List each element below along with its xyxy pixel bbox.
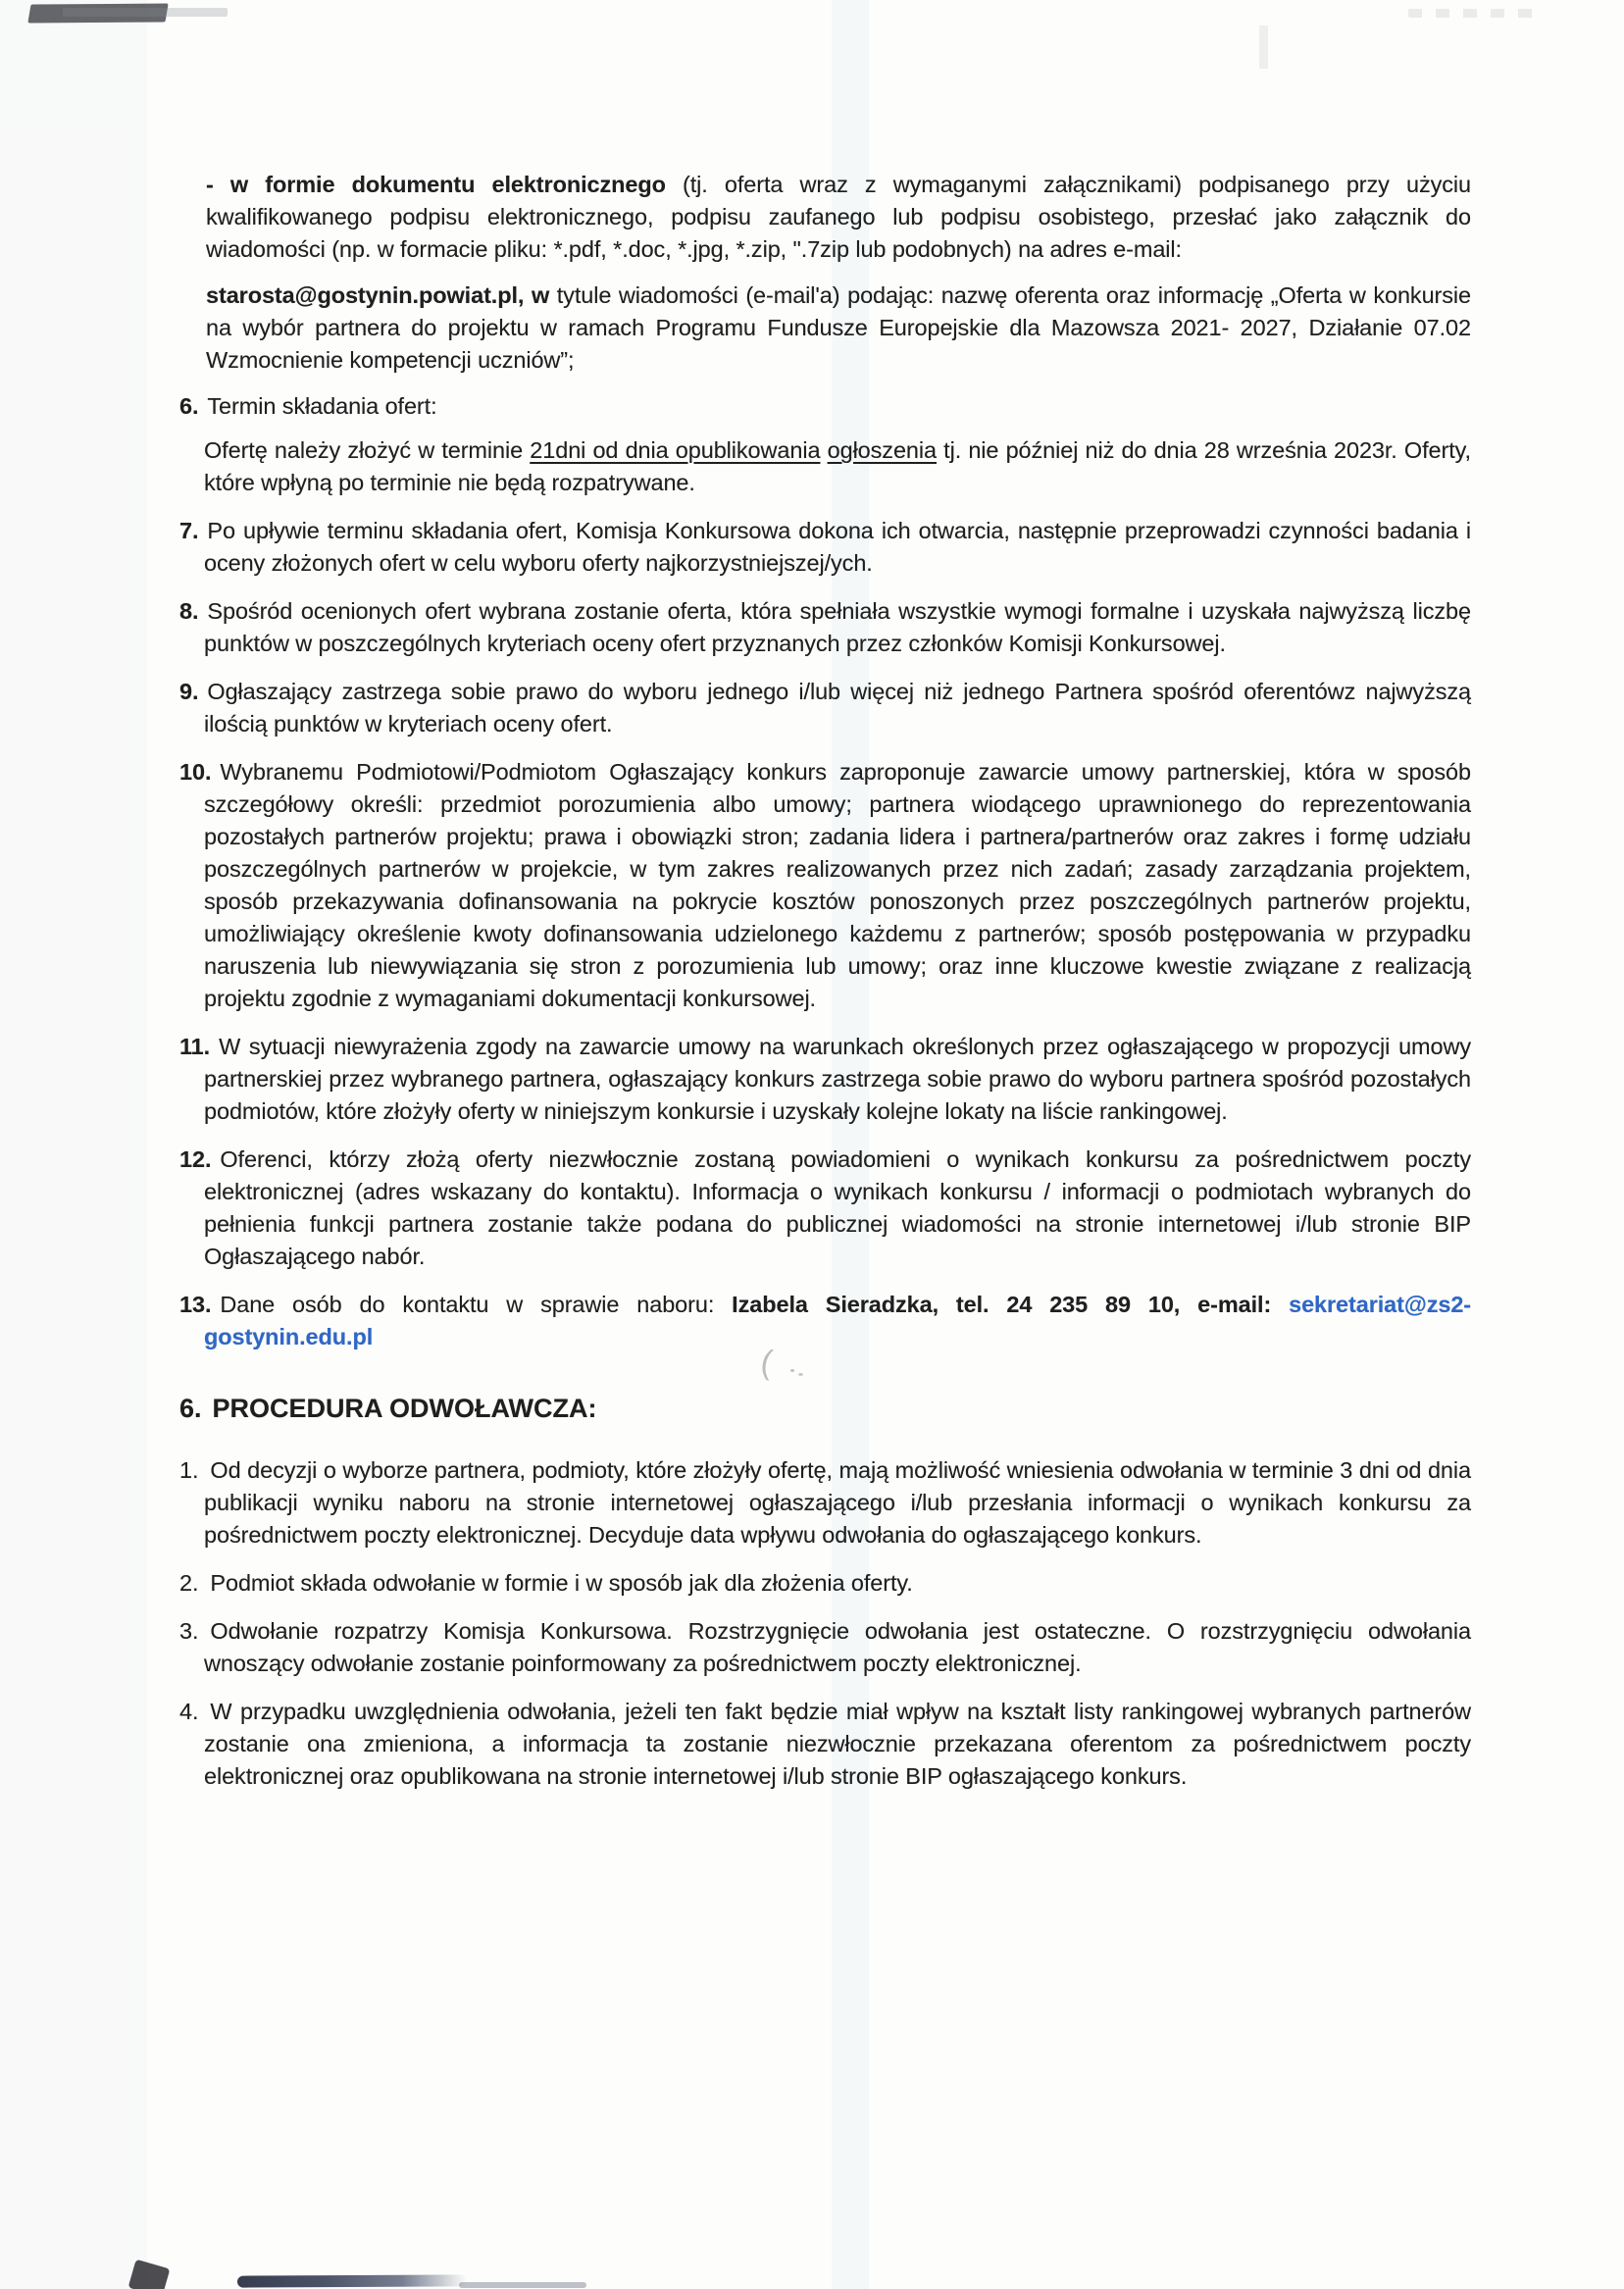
item-6-body-text: tj. nie później niż do dnia 28 września 2023r. Oferty, które wpłyną po terminie nie będą rozpatrywane.: [204, 437, 1471, 495]
list-item-12: [179, 1144, 1471, 1273]
item-number: 9.: [179, 679, 199, 704]
appeal-item-4: [179, 1696, 1471, 1793]
item-text: Ogłaszający zastrzega sobie prawo do wyboru jednego i/lub więcej niż jednego Partnera spośród oferentówz najwyższą ilością punktów w kryteriach oceny ofert.: [204, 679, 1471, 737]
email-instruction-paragraph: [206, 280, 1471, 377]
handwriting-mark-artifact: (: [758, 1343, 776, 1382]
list-item-9: [179, 676, 1471, 740]
item-text: Wybranemu Podmiotowi/Podmiotom Ogłaszający konkurs zaproponuje zawarcie umowy partnerskiej, która w sposób szczegółowy określi: przedmiot porozumienia albo umowy; partnera wiodącego uprawnionego do reprezentowania pozostałych partnerów projektu; prawa i obowiązki stron; zadania lidera i partnera/partnerów oraz zakres i formę udziału poszczególnych partnerów w projekcie, w tym zakres realizowanych przez nich zadań; zasady zarządzania projektem, sposób przekazywania dofinansowania na pokrycie kosztów ponoszonych przez poszczególnych partnerów projektu, umożliwiający określenie kwoty dofinansowania udzielonego każdemu z partnerów; sposób postępowania w przypadku naruszenia lub niewywiązania się stron z porozumienia lub umowy; oraz inne kluczowe kwestie związane z realizacją projektu zgodnie z wymaganiami dokumentacji konkursowej.: [204, 759, 1471, 1011]
item-number: 6.: [179, 393, 199, 419]
item-6-body-text: [820, 437, 827, 463]
scan-smear-artifact: [459, 2282, 586, 2288]
scan-band-artifact: [0, 0, 147, 2289]
item-number: 3.: [179, 1618, 199, 1644]
item-number: 13.: [179, 1292, 212, 1317]
item-13-lead-text: Dane osób do kontaktu w sprawie naboru:: [220, 1292, 733, 1317]
scan-smudge-artifact: [128, 2260, 171, 2289]
item-text: Po upływie terminu składania ofert, Komisja Konkursowa dokona ich otwarcia, następnie przeprowadzi czynności badania i oceny złożonych ofert w celu wyboru oferty najkorzystniejszej/ych.: [204, 518, 1471, 576]
item-6-underlined-text: 21dni od dnia opublikowania: [530, 437, 821, 463]
item-number: 1.: [179, 1457, 199, 1483]
list-item-10: [179, 756, 1471, 1015]
item-text: Od decyzji o wyborze partnera, podmioty, które złożyły ofertę, mają możliwość wniesienia odwołania w terminie 3 dni od dnia publikacji wyniku naboru na stronie internetowej ogłaszającego i/lub przesłania informacji o wynikach konkursu za pośrednictwem poczty elektronicznej. Decyduje data wpływu odwołania do ogłaszającego konkurs.: [204, 1457, 1471, 1548]
intro-paragraph-rest: (tj. oferta wraz z wymaganymi załącznikami) podpisanego przy użyciu kwalifikowanego podpisu elektronicznego, podpisu zaufanego lub podpisu osobistego, przesłać jako załącznik do wiadomości (np. w formacie pliku: *.pdf, *.doc, *.jpg, *.zip, ".7zip lub podobnych) na adres e-mail:: [206, 172, 1471, 262]
item-number: 10.: [179, 759, 212, 785]
item-number: 2.: [179, 1570, 199, 1596]
contact-email-bold: starosta@gostynin.powiat.pl, w: [206, 282, 550, 308]
section-heading-number: 6.: [179, 1394, 202, 1423]
item-number: 8.: [179, 598, 199, 624]
document-content: [179, 169, 1471, 1808]
item-number: 7.: [179, 518, 199, 543]
item-text: Spośród ocenionych ofert wybrana zostanie oferta, która spełniała wszystkie wymogi formalne i uzyskała najwyższą liczbę punktów w poszczególnych kryteriach oceny ofert przyznanych przez członków Komisji Konkursowej.: [204, 598, 1471, 656]
section-heading-label: PROCEDURA ODWOŁAWCZA:: [212, 1394, 597, 1423]
item-number: 4.: [179, 1699, 199, 1724]
scan-smudge-artifact: [63, 8, 228, 17]
scan-smear-artifact: [237, 2274, 467, 2287]
item-6-body-text: Ofertę należy złożyć w terminie: [204, 437, 531, 463]
item-text: W przypadku uwzględnienia odwołania, jeżeli ten fakt będzie miał wpływ na kształt listy rankingowej wybranych partnerów zostanie ona zmieniona, a informacja ta zostanie niezwłocznie przekazana oferentom za pośrednictwem poczty elektronicznej oraz opublikowana na stronie internetowej i/lub stronie BIP ogłaszającego konkurs.: [204, 1699, 1471, 1789]
scan-smudge-artifact: [1408, 9, 1536, 18]
item-6-body: [204, 434, 1471, 499]
contact-person-bold: Izabela Sieradzka, tel. 24 235 89 10, e-mail:: [732, 1292, 1290, 1317]
list-item-6: [179, 390, 1471, 499]
list-item-7: [179, 515, 1471, 580]
item-6-title: Termin składania ofert:: [207, 393, 437, 419]
appeal-item-3: [179, 1615, 1471, 1680]
list-item-13: [179, 1289, 1471, 1353]
section-heading-procedura-odwolawcza: [179, 1393, 1471, 1425]
item-number: 12.: [179, 1146, 212, 1172]
item-6-underlined-text: ogłoszenia: [827, 437, 937, 463]
scan-band-artifact: [1259, 25, 1268, 69]
item-text: W sytuacji niewyrażenia zgody na zawarcie umowy na warunkach określonych przez ogłaszającego w propozycji umowy partnerskiej przez wybranego partnera, ogłaszający konkurs zastrzega sobie prawo do wyboru partnera spośród pozostałych podmiotów, które złożyły oferty w niniejszym konkursie i uzyskały kolejne lokaty na liście rankingowej.: [204, 1034, 1471, 1124]
list-item-8: [179, 595, 1471, 660]
intro-paragraph-bold: - w formie dokumentu elektronicznego: [206, 172, 666, 197]
intro-paragraph: [206, 169, 1471, 266]
item-text: Odwołanie rozpatrzy Komisja Konkursowa. Rozstrzygnięcie odwołania jest ostateczne. O rozstrzygnięciu odwołania wnoszący odwołanie zostanie poinformowany za pośrednictwem poczty elektronicznej.: [204, 1618, 1471, 1676]
appeal-item-1: [179, 1454, 1471, 1551]
email-instruction-rest: tytule wiadomości (e-mail'a) podając: nazwę oferenta oraz informację „Oferta w konkursie na wybór partnera do projektu w ramach Programu Fundusze Europejskie dla Mazowsza 2021- 2027, Działanie 07.02 Wzmocnienie kompetencji uczniów”;: [206, 282, 1472, 373]
appeal-item-2: [179, 1567, 1471, 1600]
item-number: 11.: [179, 1034, 211, 1059]
item-text: Podmiot składa odwołanie w formie i w sposób jak dla złożenia oferty.: [210, 1570, 913, 1596]
list-item-11: [179, 1031, 1471, 1128]
item-text: Oferenci, którzy złożą oferty niezwłocznie zostaną powiadomieni o wynikach konkursu za pośrednictwem poczty elektronicznej (adres wskazany do kontaktu). Informacja o wynikach konkursu / informacji o podmiotach wybranych do pełnienia funkcji partnera zostanie także podana do publicznej wiadomości na stronie internetowej i/lub stronie BIP Ogłaszającego nabór.: [204, 1146, 1471, 1269]
contact-email-link: sekretariat@zs2-gostynin.edu.pl: [204, 1292, 1472, 1349]
